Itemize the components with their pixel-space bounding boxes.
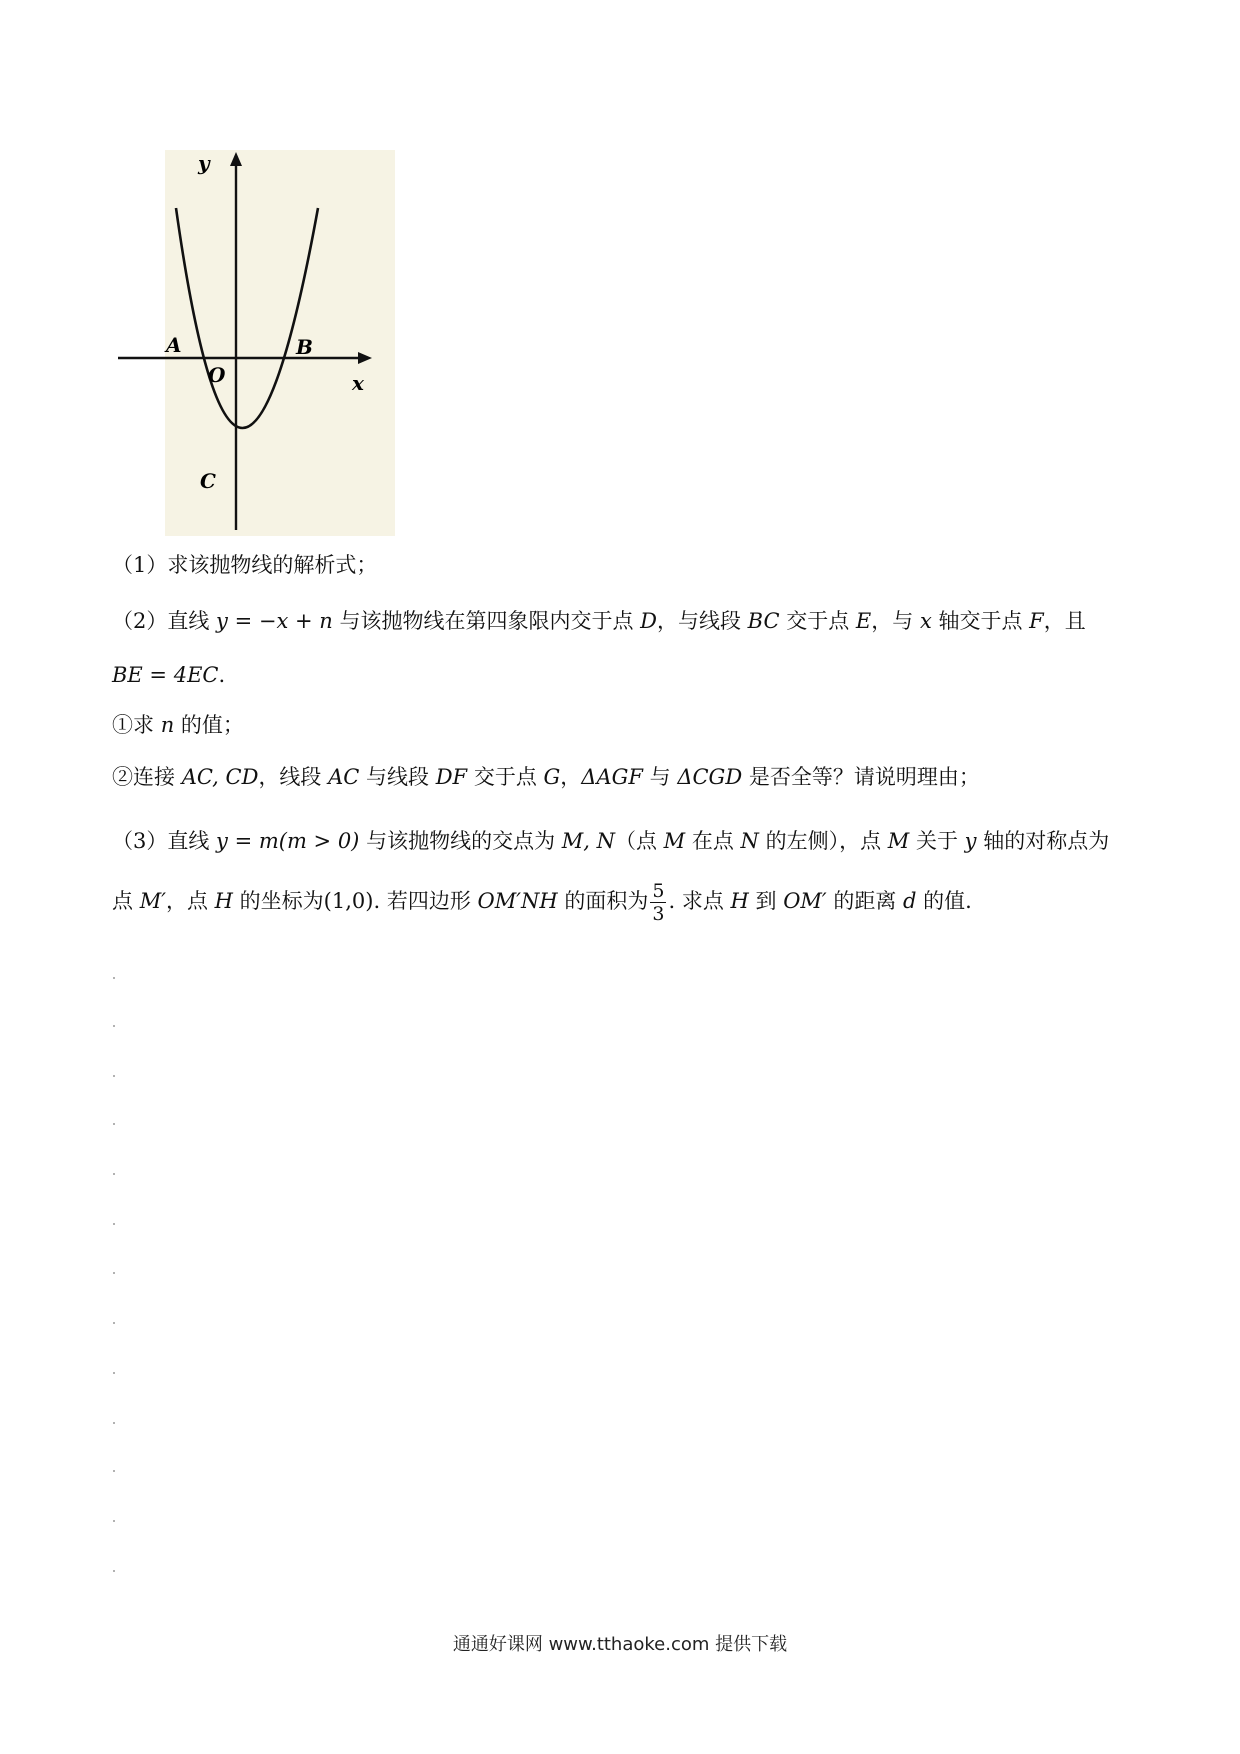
question-3-line-2: 点 M′，点 H 的坐标为(1,0). 若四边形 OM′NH 的面积为 $\frac{5}{3}$ . 求点 H 到 OM′ 的距离 d 的值.: [112, 880, 972, 925]
point-b-label: B: [296, 335, 313, 359]
y-axis-label: y: [198, 151, 210, 175]
origin-label: O: [208, 363, 226, 387]
margin-dot: [113, 1075, 115, 1077]
question-2-line-1: （2）直线 y = −x + n 与该抛物线在第四象限内交于点 D，与线段 BC 交于点 E，与 x 轴交于点 F，且: [112, 609, 1086, 633]
margin-dot: [113, 1372, 115, 1374]
margin-dot: [113, 1422, 115, 1424]
question-2-part-1: ①求 n 的值；: [112, 713, 244, 737]
margin-dot: [113, 1123, 115, 1125]
margin-dot: [113, 1322, 115, 1324]
margin-dot: [113, 977, 115, 979]
margin-dot: [113, 1223, 115, 1225]
question-1: （1）求该抛物线的解析式；: [112, 553, 378, 577]
parabola-figure: [110, 150, 410, 536]
page-footer: 通通好课网 www.tthaoke.com 提供下载: [452, 1634, 788, 1655]
area-fraction: $\frac{5}{3}$: [652, 880, 665, 925]
margin-dot: [113, 1520, 115, 1522]
parabola-graph: [110, 150, 410, 536]
question-3-line-1: （3）直线 y = m(m > 0) 与该抛物线的交点为 M, N（点 M 在点 N 的左侧），点 M 关于 y 轴的对称点为: [112, 829, 1110, 853]
question-2-line-2: BE = 4EC.: [112, 663, 226, 687]
margin-dot: [113, 1470, 115, 1472]
x-axis-label: x: [352, 371, 364, 395]
point-c-label: C: [200, 469, 216, 493]
question-2-part-2: ②连接 AC, CD，线段 AC 与线段 DF 交于点 G，ΔAGF 与 ΔCGD 是否全等？请说明理由；: [112, 765, 980, 789]
point-a-label: A: [166, 333, 182, 357]
margin-dot: [113, 1570, 115, 1572]
margin-dot: [113, 1272, 115, 1274]
margin-dot: [113, 1173, 115, 1175]
margin-dot: [113, 1025, 115, 1027]
